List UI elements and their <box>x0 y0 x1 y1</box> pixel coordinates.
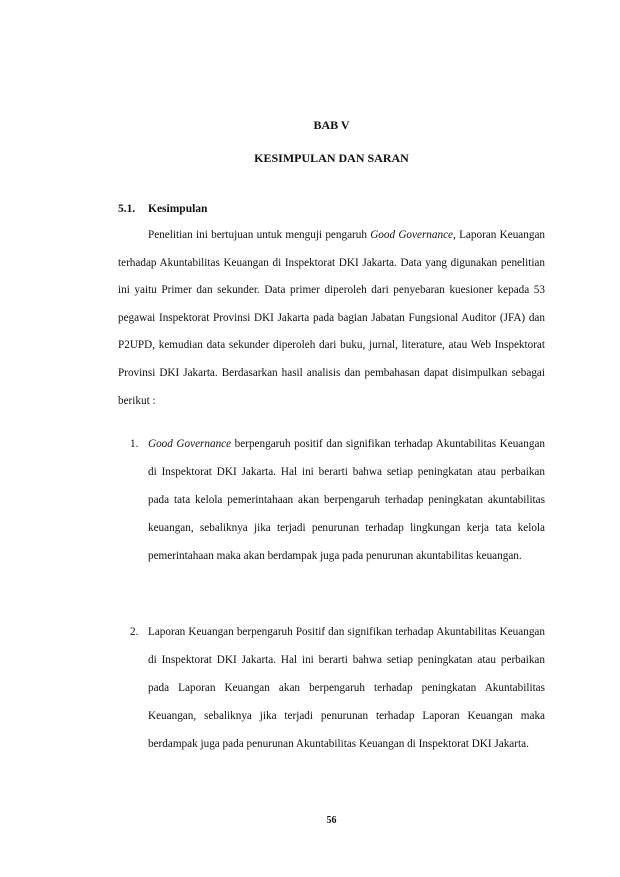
finding-item-1 <box>130 430 545 570</box>
intro-text-part1: Penelitian ini bertujuan untuk menguji pengaruh <box>148 229 371 241</box>
finding-text: Laporan Keuangan berpengaruh Positif dan signifikan terhadap Akuntabilitas Keuangan di Inspektorat DKI Jakarta. Hal ini berarti bahwa setiap peningkatan atau perbaikan pada Laporan Keuangan akan berpengaruh terhadap peningkatan Akuntabilitas Keuangan, sebaliknya jika terjadi penurunan terhadap Laporan Keuangan maka berdampak juga pada penurunan Akuntabilitas Keuangan di Inspektorat DKI Jakarta. <box>148 626 545 750</box>
finding-text: berpengaruh positif dan signifikan terhadap Akuntabilitas Keuangan di Inspektorat DKI Jakarta. Hal ini berarti bahwa setiap peningkatan atau perbaikan pada tata kelola pemerintahaan akan berpengaruh terhadap peningkatan akuntabilitas keuangan, sebaliknya jika terjadi penurunan terhadap lingkungan kerja tata kelola pemerintahaan maka akan berdampak juga pada penurunan akuntabilitas keuangan. <box>148 438 545 562</box>
chapter-label: BAB V <box>313 118 350 132</box>
intro-text-part2: , Laporan Keuangan terhadap Akuntabilitas Keuangan di Inspektorat DKI Jakarta. Data yang digunakan penelitian ini yaitu Primer dan sekunder. Data primer diperoleh dari penyebaran kuesioner kepada 53 pegawai Inspektorat Provinsi DKI Jakarta pada bagian Jabatan Fungsional Auditor (JFA) dan P2UPD, kemudian data sekunder diperoleh dari buku, jurnal, literature, atau Web Inspektorat Provinsi DKI Jakarta. Berdasarkan hasil analisis dan pembahasan dapat disimpulkan sebagai berikut : <box>118 229 545 407</box>
intro-italic-term: Good Governance <box>370 229 454 241</box>
finding-item-2 <box>130 618 545 758</box>
section-number: 5.1. <box>118 203 136 215</box>
intro-paragraph <box>118 222 545 415</box>
finding-italic-term: Good Governance <box>148 438 232 450</box>
section-title: Kesimpulan <box>148 203 208 215</box>
chapter-title: KESIMPULAN DAN SARAN <box>254 151 409 165</box>
finding-number: 1. <box>130 438 139 450</box>
section-heading <box>118 202 207 216</box>
finding-number: 2. <box>130 626 139 638</box>
page-number: 56 <box>326 815 337 826</box>
